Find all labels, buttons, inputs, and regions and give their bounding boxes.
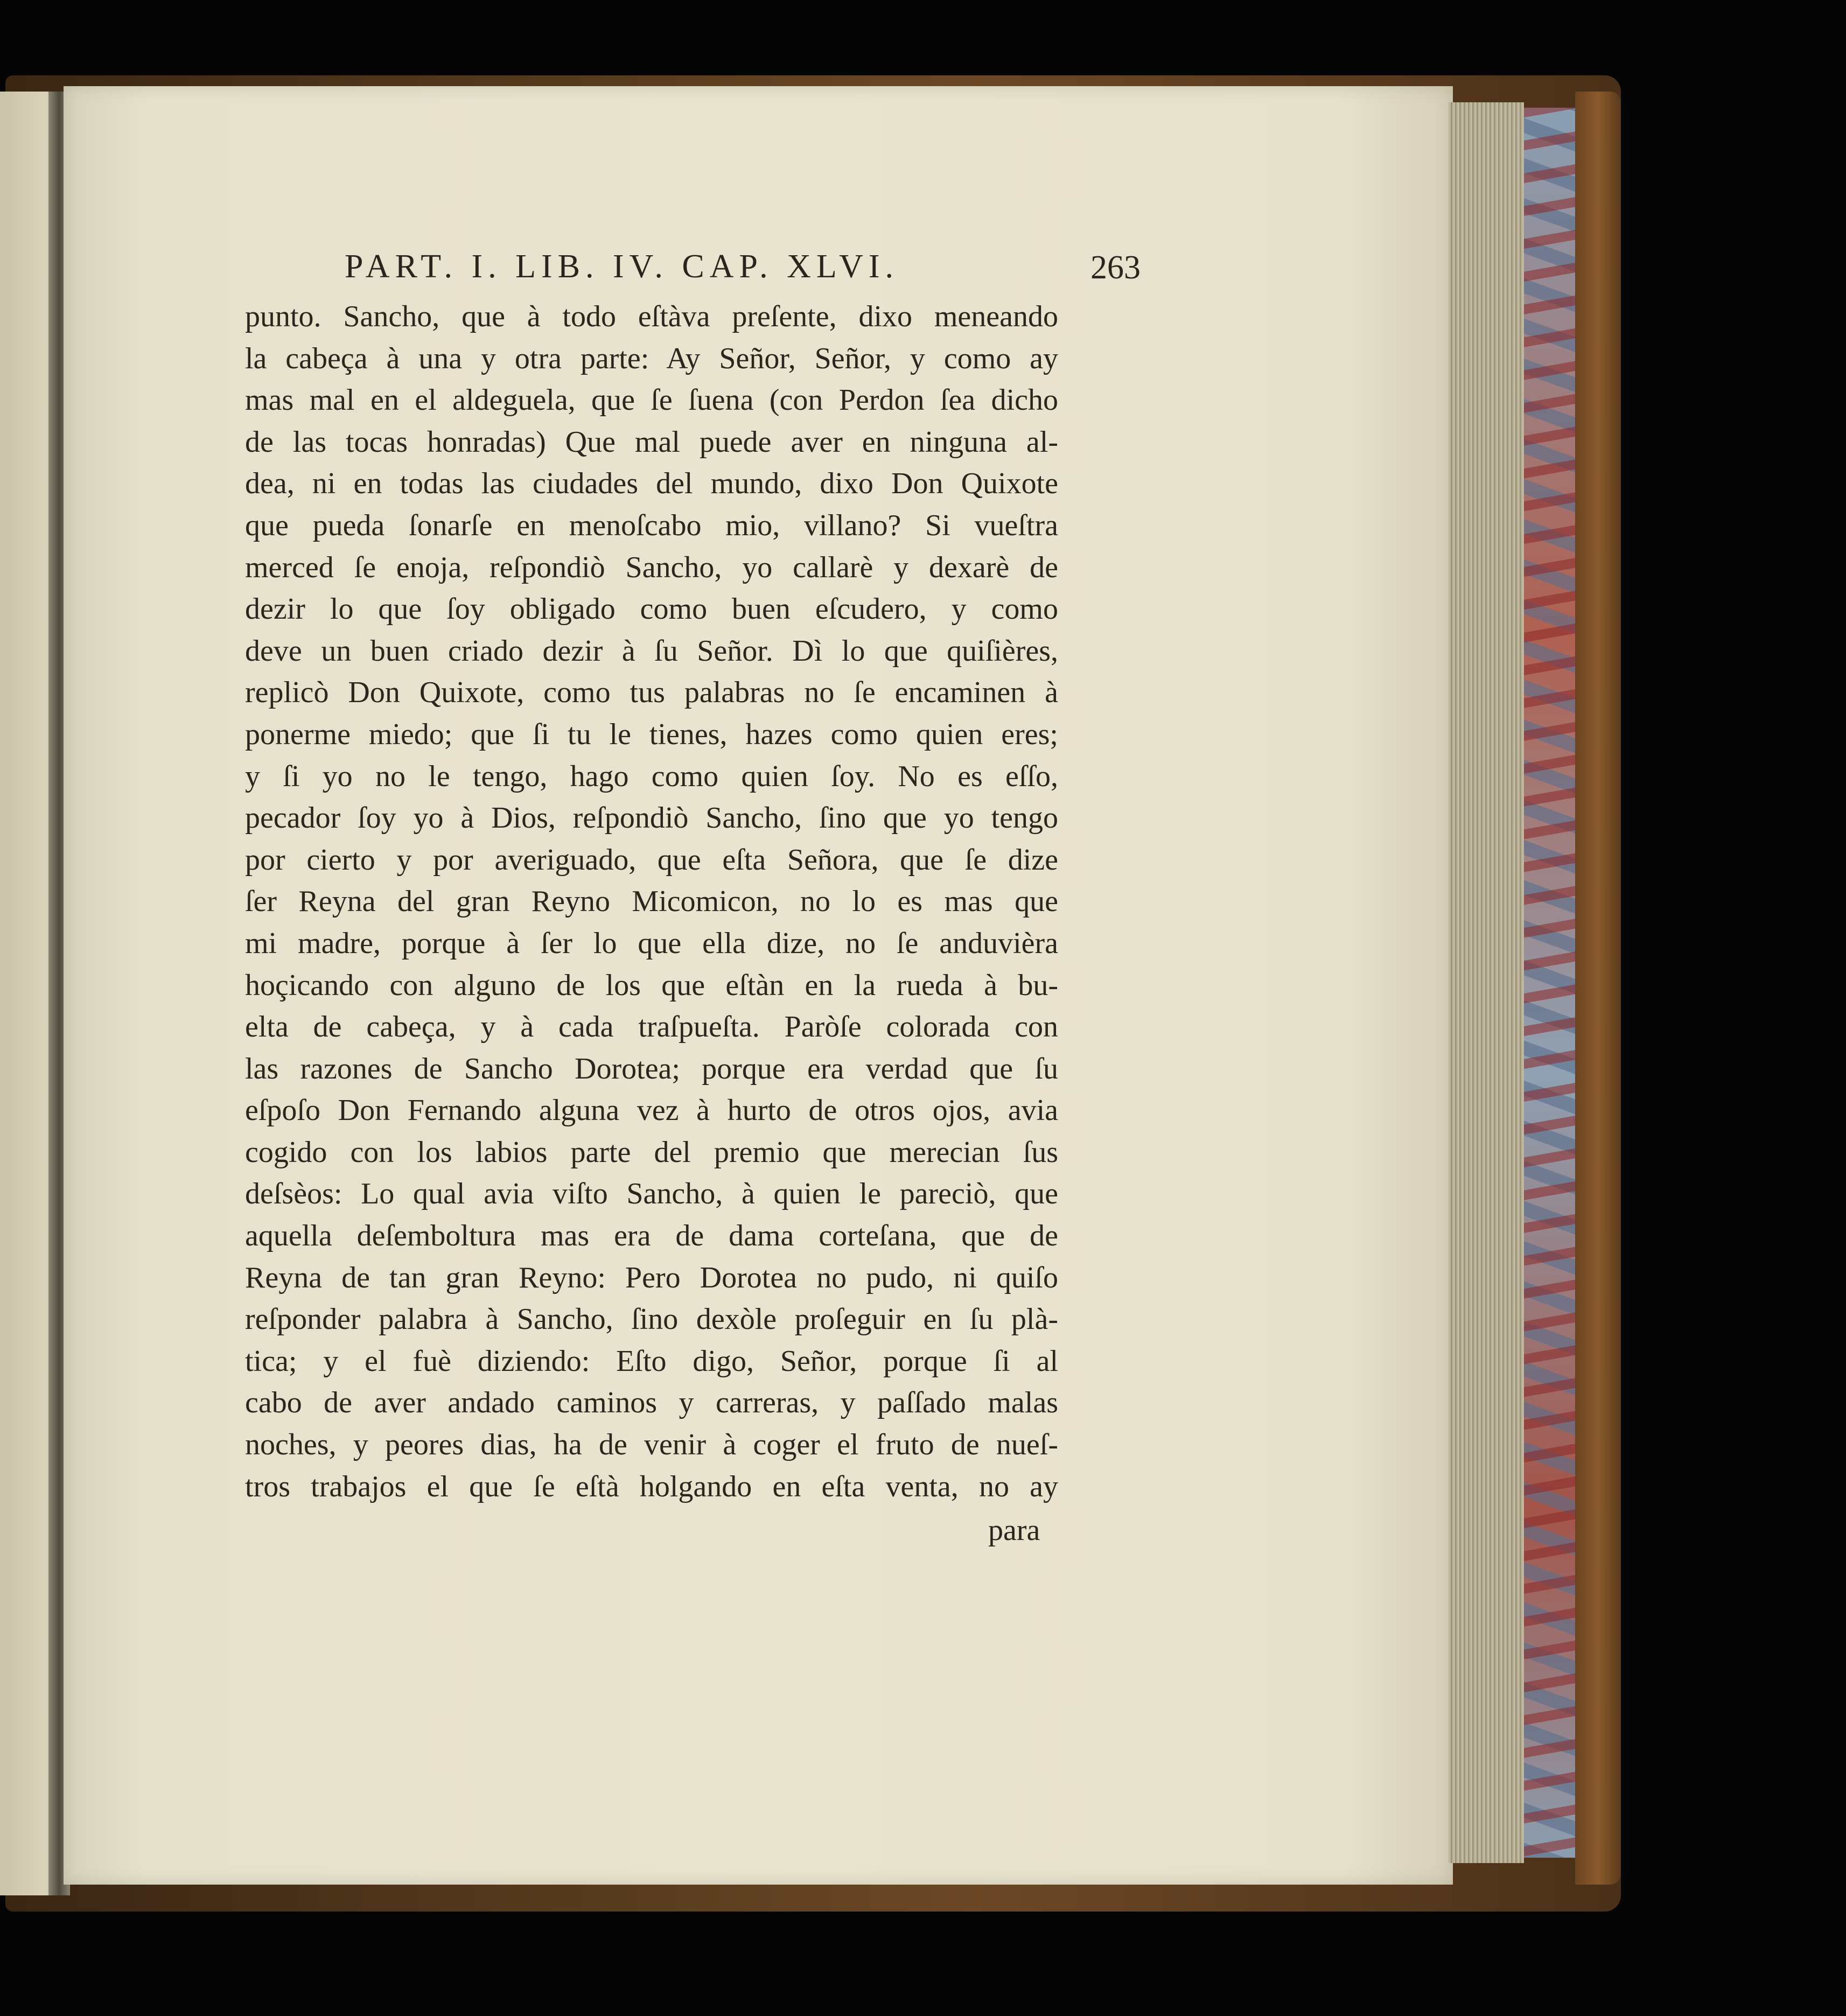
body-text: [245, 296, 1058, 1508]
text-line: ponerme miedo; que ſi tu le tienes, hazes como quien eres;: [245, 717, 1058, 751]
text-line: de las tocas honradas) Que mal puede aver en ninguna al-: [245, 425, 1058, 459]
page-number: 263: [1090, 249, 1141, 286]
text-line: eſpoſo Don Fernando alguna vez à hurto de otros ojos, avia: [245, 1094, 1058, 1128]
text-line: deſsèos: Lo qual avia viſto Sancho, à quien le pareciò, que: [245, 1177, 1058, 1211]
text-line: reſponder palabra à Sancho, ſino dexòle proſeguir en ſu plà-: [245, 1303, 1058, 1336]
text-line: punto. Sancho, que à todo eſtàva preſente, dixo meneando: [245, 300, 1058, 333]
text-line: tica; y el fuè diziendo: Eſto digo, Señor, porque ſi al: [245, 1344, 1058, 1378]
running-head: PART. I. LIB. IV. CAP. XLVI.: [345, 248, 899, 285]
text-line: dea, ni en todas las ciudades del mundo, dixo Don Quixote: [245, 467, 1058, 501]
cover-edge: [1575, 92, 1621, 1885]
text-line: por cierto y por averiguado, que eſta Señora, que ſe dize: [245, 843, 1058, 877]
text-line: cabo de aver andado caminos y carreras, y paſſado malas: [245, 1386, 1058, 1420]
text-line: merced ſe enoja, reſpondiò Sancho, yo callarè y dexarè de: [245, 550, 1058, 584]
text-line: dezir lo que ſoy obligado como buen eſcudero, y como: [245, 592, 1058, 626]
text-line: Reyna de tan gran Reyno: Pero Dorotea no pudo, ni quiſo: [245, 1261, 1058, 1294]
text-line: aquella deſemboltura mas era de dama corteſana, que de: [245, 1219, 1058, 1253]
text-line: pecador ſoy yo à Dios, reſpondiò Sancho, ſino que yo tengo: [245, 801, 1058, 835]
text-line: ſer Reyna del gran Reyno Micomicon, no lo es mas que: [245, 885, 1058, 919]
text-line: tros trabajos el que ſe eſtà holgando en eſta venta, no ay: [245, 1469, 1058, 1503]
text-line: la cabeça à una y otra parte: Ay Señor, Señor, y como ay: [245, 341, 1058, 375]
catchword: para: [988, 1514, 1040, 1547]
marbled-endpaper: [1524, 108, 1575, 1858]
text-line: hoçicando con alguno de los que eſtàn en la rueda à bu-: [245, 968, 1058, 1002]
text-line: que pueda ſonarſe en menoſcabo mio, villano? Si vueſtra: [245, 508, 1058, 542]
text-line: noches, y peores dias, ha de venir à coger el fruto de nueſ-: [245, 1428, 1058, 1462]
text-line: replicò Don Quixote, como tus palabras no ſe encaminen à: [245, 676, 1058, 710]
text-line: las razones de Sancho Dorotea; porque era verdad que ſu: [245, 1052, 1058, 1086]
text-line: cogido con los labios parte del premio que merecian ſus: [245, 1135, 1058, 1169]
page-fore-edge: [1449, 102, 1524, 1863]
text-line: mi madre, porque à ſer lo que ella dize, no ſe anduvièra: [245, 926, 1058, 960]
text-line: elta de cabeça, y à cada traſpueſta. Paròſe colorada con: [245, 1010, 1058, 1044]
text-line: y ſi yo no le tengo, hago como quien ſoy. No es eſſo,: [245, 759, 1058, 793]
text-line: mas mal en el aldeguela, que ſe ſuena (con Perdon ſea dicho: [245, 383, 1058, 417]
text-line: deve un buen criado dezir à ſu Señor. Dì lo que quiſières,: [245, 634, 1058, 668]
